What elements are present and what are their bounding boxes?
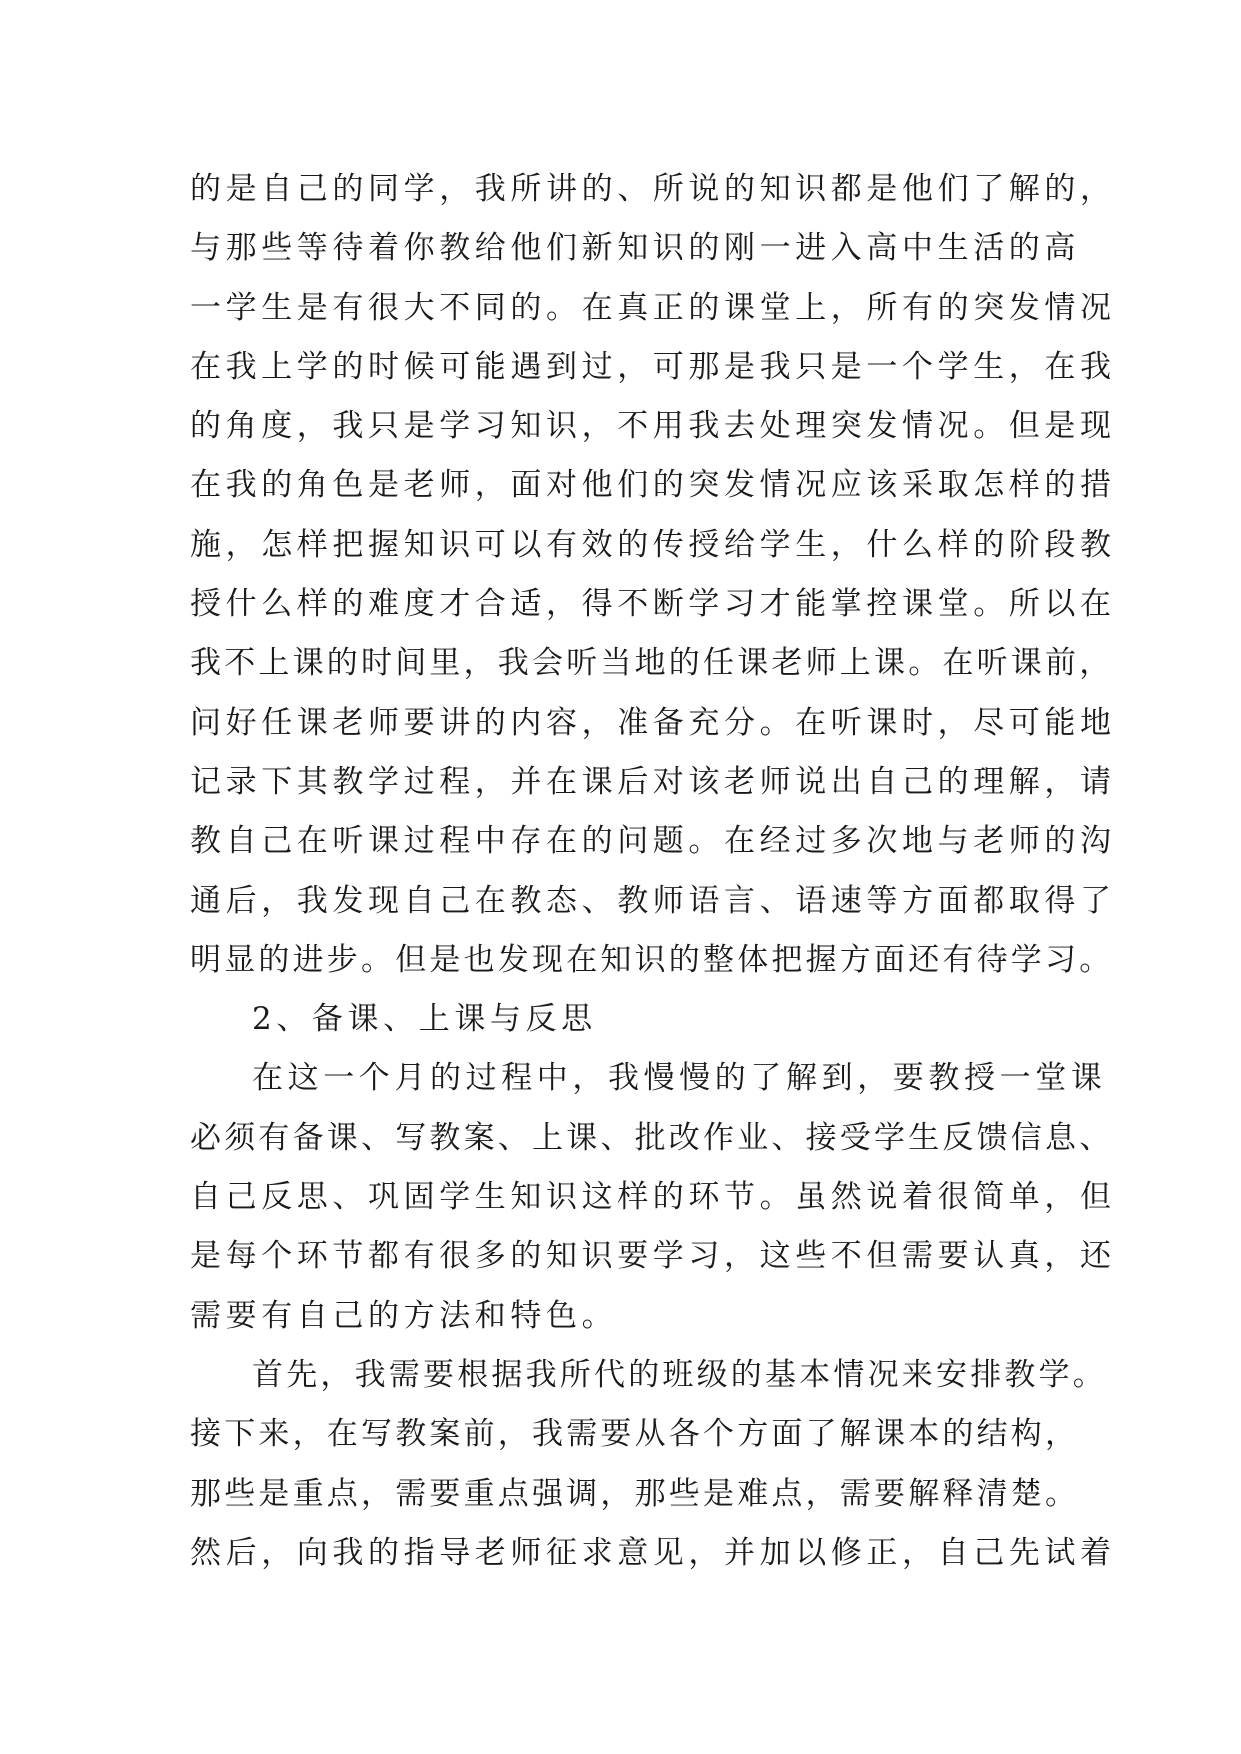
text-line: 问好任课老师要讲的内容，准备充分。在听课时，尽可能地 bbox=[190, 704, 1116, 741]
text-line: 是每个环节都有很多的知识要学习，这些不但需要认真，还 bbox=[190, 1238, 1116, 1275]
text-line: 一学生是有很大不同的。在真正的课堂上，所有的突发情况 bbox=[190, 289, 1116, 326]
text-line: 的角度，我只是学习知识，不用我去处理突发情况。但是现 bbox=[190, 408, 1116, 445]
text-line: 通后，我发现自己在教态、教师语言、语速等方面都取得了 bbox=[190, 882, 1116, 919]
text-line: 在我的角色是老师，面对他们的突发情况应该采取怎样的措 bbox=[190, 467, 1116, 504]
text-line: 授什么样的难度才合适，得不断学习才能掌控课堂。所以在 bbox=[190, 586, 1116, 623]
text-line: 自己反思、巩固学生知识这样的环节。虽然说着很简单，但 bbox=[190, 1179, 1116, 1216]
text-line: 教自己在听课过程中存在的问题。在经过多次地与老师的沟 bbox=[190, 823, 1116, 860]
text-line: 记录下其教学过程，并在课后对该老师说出自己的理解，请 bbox=[190, 763, 1116, 800]
text-line: 与那些等待着你教给他们新知识的刚一进入高中生活的高 bbox=[190, 230, 1080, 267]
text-line: 需要有自己的方法和特色。 bbox=[190, 1297, 618, 1334]
section-heading: 2、备课、上课与反思 bbox=[252, 1001, 597, 1038]
text-line: 明显的进步。但是也发现在知识的整体把握方面还有待学习。 bbox=[190, 941, 1114, 978]
text-line: 在这一个月的过程中，我慢慢的了解到，要教授一堂课 bbox=[252, 1060, 1107, 1097]
text-line: 然后，向我的指导老师征求意见，并加以修正，自己先试着 bbox=[190, 1534, 1116, 1571]
text-line: 必须有备课、写教案、上课、批改作业、接受学生反馈信息、 bbox=[190, 1119, 1114, 1156]
text-line: 我不上课的时间里，我会听当地的任课老师上课。在听课前， bbox=[190, 645, 1114, 682]
text-line: 施，怎样把握知识可以有效的传授给学生，什么样的阶段教 bbox=[190, 526, 1116, 563]
text-line: 接下来，在写教案前，我需要从各个方面了解课本的结构， bbox=[190, 1416, 1080, 1453]
text-line: 首先，我需要根据我所代的班级的基本情况来安排教学。 bbox=[252, 1356, 1107, 1393]
text-line: 在我上学的时候可能遇到过，可那是我只是一个学生，在我 bbox=[190, 348, 1116, 385]
text-line: 的是自己的同学，我所讲的、所说的知识都是他们了解的， bbox=[190, 171, 1116, 207]
text-line: 那些是重点，需要重点强调，那些是难点，需要解释清楚。 bbox=[190, 1475, 1080, 1512]
body-text bbox=[190, 160, 1116, 1583]
